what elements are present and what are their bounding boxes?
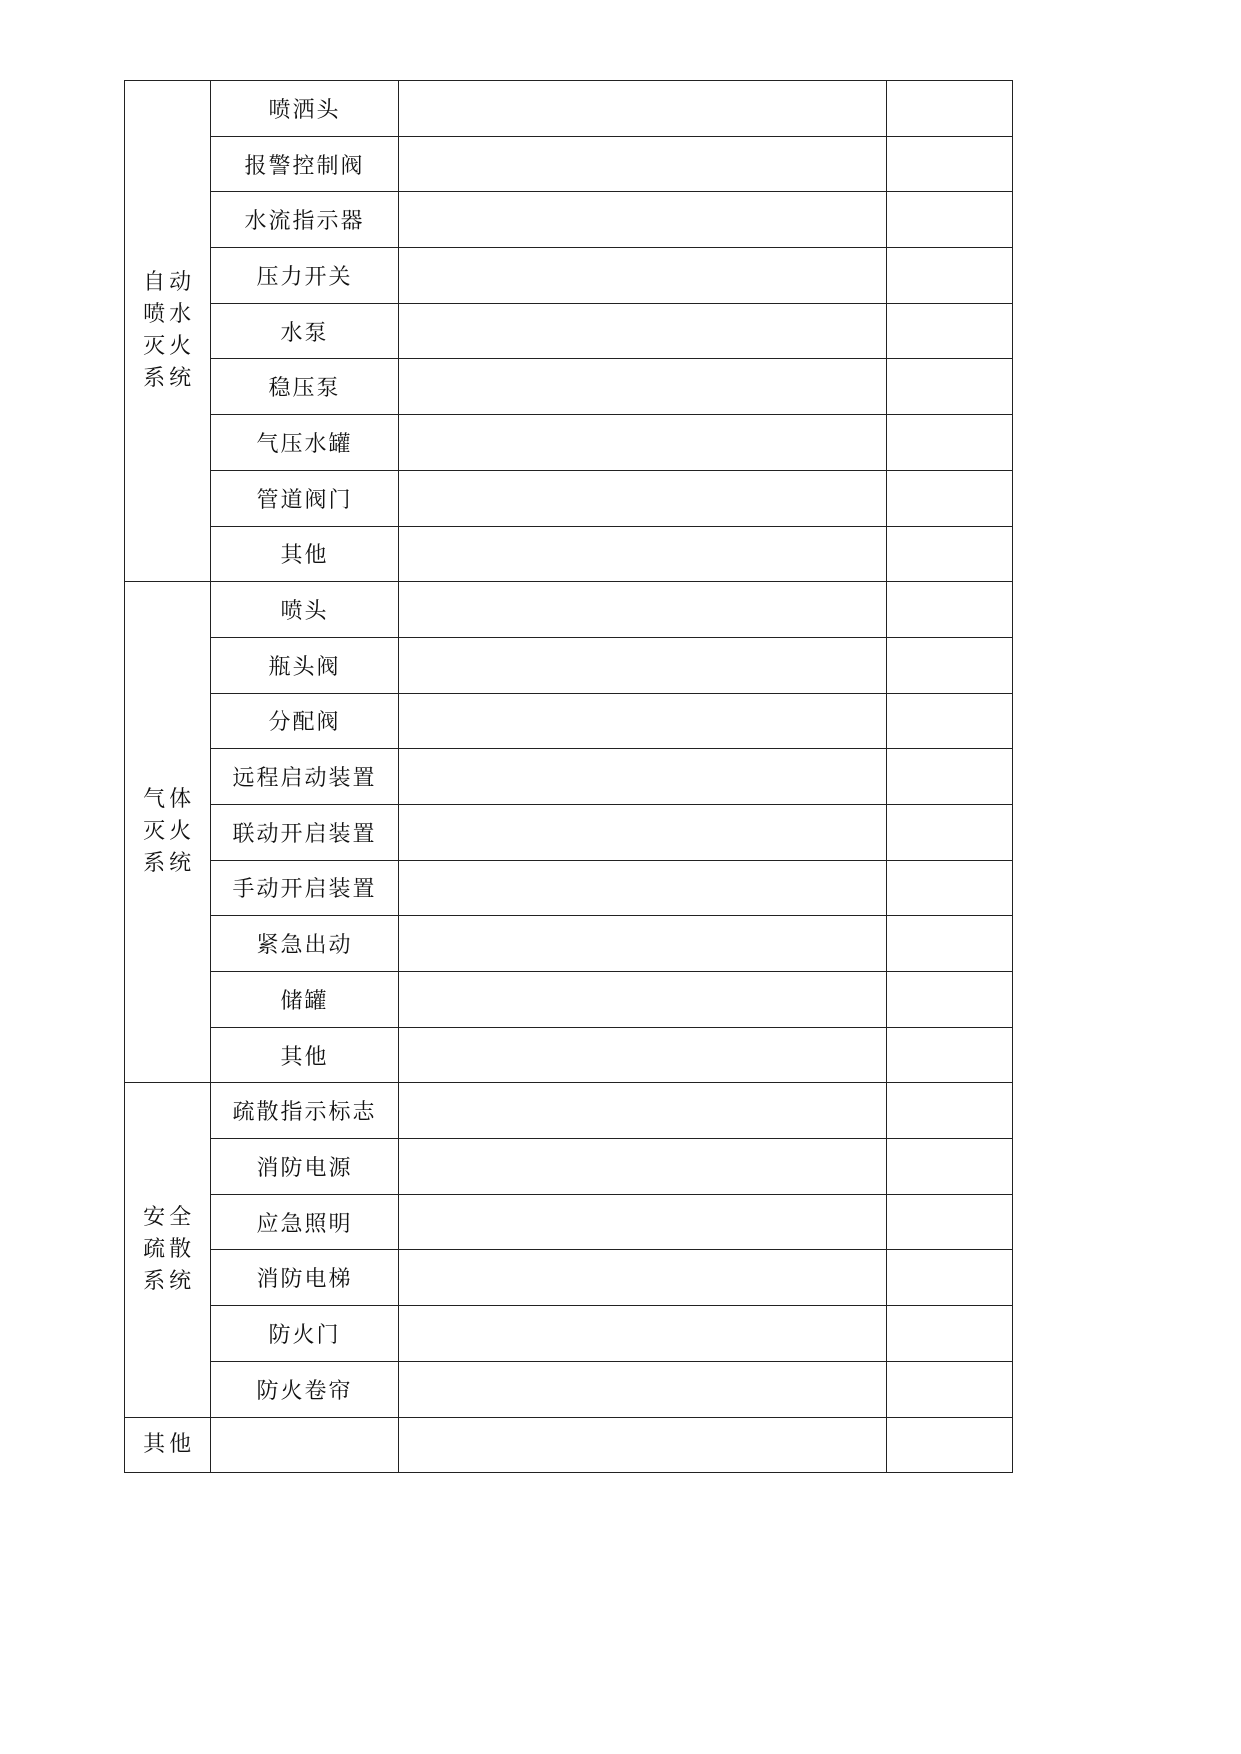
inspection-content-cell[interactable] <box>399 415 887 471</box>
inspection-item-cell <box>211 1361 399 1417</box>
inspection-content-cell[interactable] <box>399 1194 887 1250</box>
inspection-remark-cell[interactable] <box>887 637 1013 693</box>
inspection-content-cell[interactable] <box>399 749 887 805</box>
table-row <box>125 359 1013 415</box>
inspection-content-cell[interactable] <box>399 860 887 916</box>
system-group-label: 其他 <box>143 1431 196 1457</box>
system-group-cell <box>125 81 211 582</box>
inspection-item-label: 其他 <box>280 1044 329 1070</box>
inspection-item-label: 喷洒头 <box>268 97 341 123</box>
inspection-item-label: 手动开启装置 <box>232 877 377 903</box>
inspection-content-cell[interactable] <box>399 248 887 304</box>
table-row <box>125 582 1013 638</box>
inspection-content-cell[interactable] <box>399 1306 887 1362</box>
inspection-item-label: 消防电源 <box>256 1155 353 1181</box>
inspection-content-cell[interactable] <box>399 1083 887 1139</box>
inspection-content-cell[interactable] <box>399 916 887 972</box>
inspection-content-cell[interactable] <box>399 1250 887 1306</box>
table-row <box>125 415 1013 471</box>
inspection-item-label: 水流指示器 <box>244 209 365 235</box>
table-row <box>125 303 1013 359</box>
table-row <box>125 192 1013 248</box>
inspection-table <box>124 80 1013 1473</box>
inspection-item-cell <box>211 1417 399 1473</box>
table-row <box>125 1417 1013 1473</box>
inspection-remark-cell[interactable] <box>887 972 1013 1028</box>
inspection-remark-cell[interactable] <box>887 1027 1013 1083</box>
inspection-content-cell[interactable] <box>399 303 887 359</box>
inspection-content-cell[interactable] <box>399 192 887 248</box>
table-row <box>125 916 1013 972</box>
table-row <box>125 470 1013 526</box>
inspection-item-label: 分配阀 <box>268 710 341 736</box>
inspection-item-cell <box>211 749 399 805</box>
inspection-remark-cell[interactable] <box>887 749 1013 805</box>
inspection-remark-cell[interactable] <box>887 804 1013 860</box>
table-row <box>125 526 1013 582</box>
inspection-content-cell[interactable] <box>399 804 887 860</box>
inspection-content-cell[interactable] <box>399 359 887 415</box>
inspection-remark-cell[interactable] <box>887 192 1013 248</box>
inspection-item-label: 压力开关 <box>256 264 353 290</box>
system-group-cell <box>125 1083 211 1417</box>
inspection-item-cell <box>211 415 399 471</box>
inspection-item-label: 应急照明 <box>256 1211 353 1237</box>
inspection-item-cell <box>211 526 399 582</box>
inspection-item-label: 远程启动装置 <box>232 766 377 792</box>
table-row <box>125 1027 1013 1083</box>
system-group-label: 气体灭火系统 <box>143 787 196 877</box>
inspection-item-cell <box>211 804 399 860</box>
table-row <box>125 637 1013 693</box>
inspection-item-cell <box>211 136 399 192</box>
inspection-item-label: 管道阀门 <box>256 487 353 513</box>
inspection-item-cell <box>211 1306 399 1362</box>
inspection-remark-cell[interactable] <box>887 136 1013 192</box>
inspection-item-label: 防火卷帘 <box>256 1378 353 1404</box>
inspection-remark-cell[interactable] <box>887 526 1013 582</box>
inspection-item-cell <box>211 1027 399 1083</box>
inspection-remark-cell[interactable] <box>887 582 1013 638</box>
inspection-content-cell[interactable] <box>399 582 887 638</box>
inspection-remark-cell[interactable] <box>887 248 1013 304</box>
inspection-item-cell <box>211 972 399 1028</box>
inspection-item-cell <box>211 1250 399 1306</box>
table-row <box>125 1083 1013 1139</box>
inspection-item-cell <box>211 81 399 137</box>
inspection-content-cell[interactable] <box>399 526 887 582</box>
table-row <box>125 1306 1013 1362</box>
inspection-item-cell <box>211 582 399 638</box>
inspection-item-cell <box>211 303 399 359</box>
inspection-content-cell[interactable] <box>399 1417 887 1473</box>
inspection-remark-cell[interactable] <box>887 1417 1013 1473</box>
table-row <box>125 1361 1013 1417</box>
inspection-remark-cell[interactable] <box>887 1306 1013 1362</box>
inspection-item-label: 疏散指示标志 <box>232 1100 377 1126</box>
inspection-item-label: 联动开启装置 <box>232 821 377 847</box>
inspection-item-label: 防火门 <box>268 1322 341 1348</box>
inspection-table-body <box>125 81 1013 1473</box>
table-row <box>125 248 1013 304</box>
inspection-item-cell <box>211 916 399 972</box>
inspection-content-cell[interactable] <box>399 1139 887 1195</box>
inspection-remark-cell[interactable] <box>887 1361 1013 1417</box>
inspection-item-label: 报警控制阀 <box>244 153 365 179</box>
inspection-item-cell <box>211 1194 399 1250</box>
inspection-item-cell <box>211 359 399 415</box>
inspection-item-label: 紧急出动 <box>256 933 353 959</box>
inspection-remark-cell[interactable] <box>887 415 1013 471</box>
inspection-item-cell <box>211 470 399 526</box>
inspection-remark-cell[interactable] <box>887 359 1013 415</box>
inspection-content-cell[interactable] <box>399 136 887 192</box>
inspection-remark-cell[interactable] <box>887 303 1013 359</box>
system-group-label: 安全疏散系统 <box>143 1204 196 1294</box>
inspection-remark-cell[interactable] <box>887 916 1013 972</box>
inspection-content-cell[interactable] <box>399 972 887 1028</box>
inspection-item-cell <box>211 693 399 749</box>
inspection-remark-cell[interactable] <box>887 693 1013 749</box>
inspection-item-label: 瓶头阀 <box>268 654 341 680</box>
table-row <box>125 1250 1013 1306</box>
inspection-content-cell[interactable] <box>399 1361 887 1417</box>
system-group-cell <box>125 582 211 1083</box>
inspection-remark-cell[interactable] <box>887 81 1013 137</box>
system-group-label: 自动喷水灭火系统 <box>143 270 196 392</box>
inspection-item-label: 其他 <box>280 543 329 569</box>
table-row <box>125 749 1013 805</box>
table-row <box>125 81 1013 137</box>
inspection-item-cell <box>211 1083 399 1139</box>
inspection-content-cell[interactable] <box>399 693 887 749</box>
inspection-item-label: 稳压泵 <box>268 376 341 402</box>
inspection-item-cell <box>211 1139 399 1195</box>
table-row <box>125 972 1013 1028</box>
inspection-content-cell[interactable] <box>399 637 887 693</box>
inspection-item-cell <box>211 192 399 248</box>
inspection-content-cell[interactable] <box>399 1027 887 1083</box>
inspection-item-cell <box>211 860 399 916</box>
table-row <box>125 1139 1013 1195</box>
inspection-item-label: 气压水罐 <box>256 431 353 457</box>
inspection-item-label: 储罐 <box>280 988 329 1014</box>
inspection-remark-cell[interactable] <box>887 1194 1013 1250</box>
inspection-item-label: 消防电梯 <box>256 1267 353 1293</box>
table-row <box>125 136 1013 192</box>
table-row <box>125 804 1013 860</box>
system-group-cell <box>125 1417 211 1473</box>
table-row <box>125 1194 1013 1250</box>
inspection-item-cell <box>211 248 399 304</box>
inspection-remark-cell[interactable] <box>887 1250 1013 1306</box>
inspection-remark-cell[interactable] <box>887 1083 1013 1139</box>
inspection-remark-cell[interactable] <box>887 470 1013 526</box>
inspection-content-cell[interactable] <box>399 81 887 137</box>
inspection-item-cell <box>211 637 399 693</box>
table-row <box>125 860 1013 916</box>
inspection-remark-cell[interactable] <box>887 1139 1013 1195</box>
table-row <box>125 693 1013 749</box>
inspection-remark-cell[interactable] <box>887 860 1013 916</box>
inspection-item-label: 水泵 <box>280 320 329 346</box>
inspection-content-cell[interactable] <box>399 470 887 526</box>
inspection-item-label: 喷头 <box>280 599 329 625</box>
